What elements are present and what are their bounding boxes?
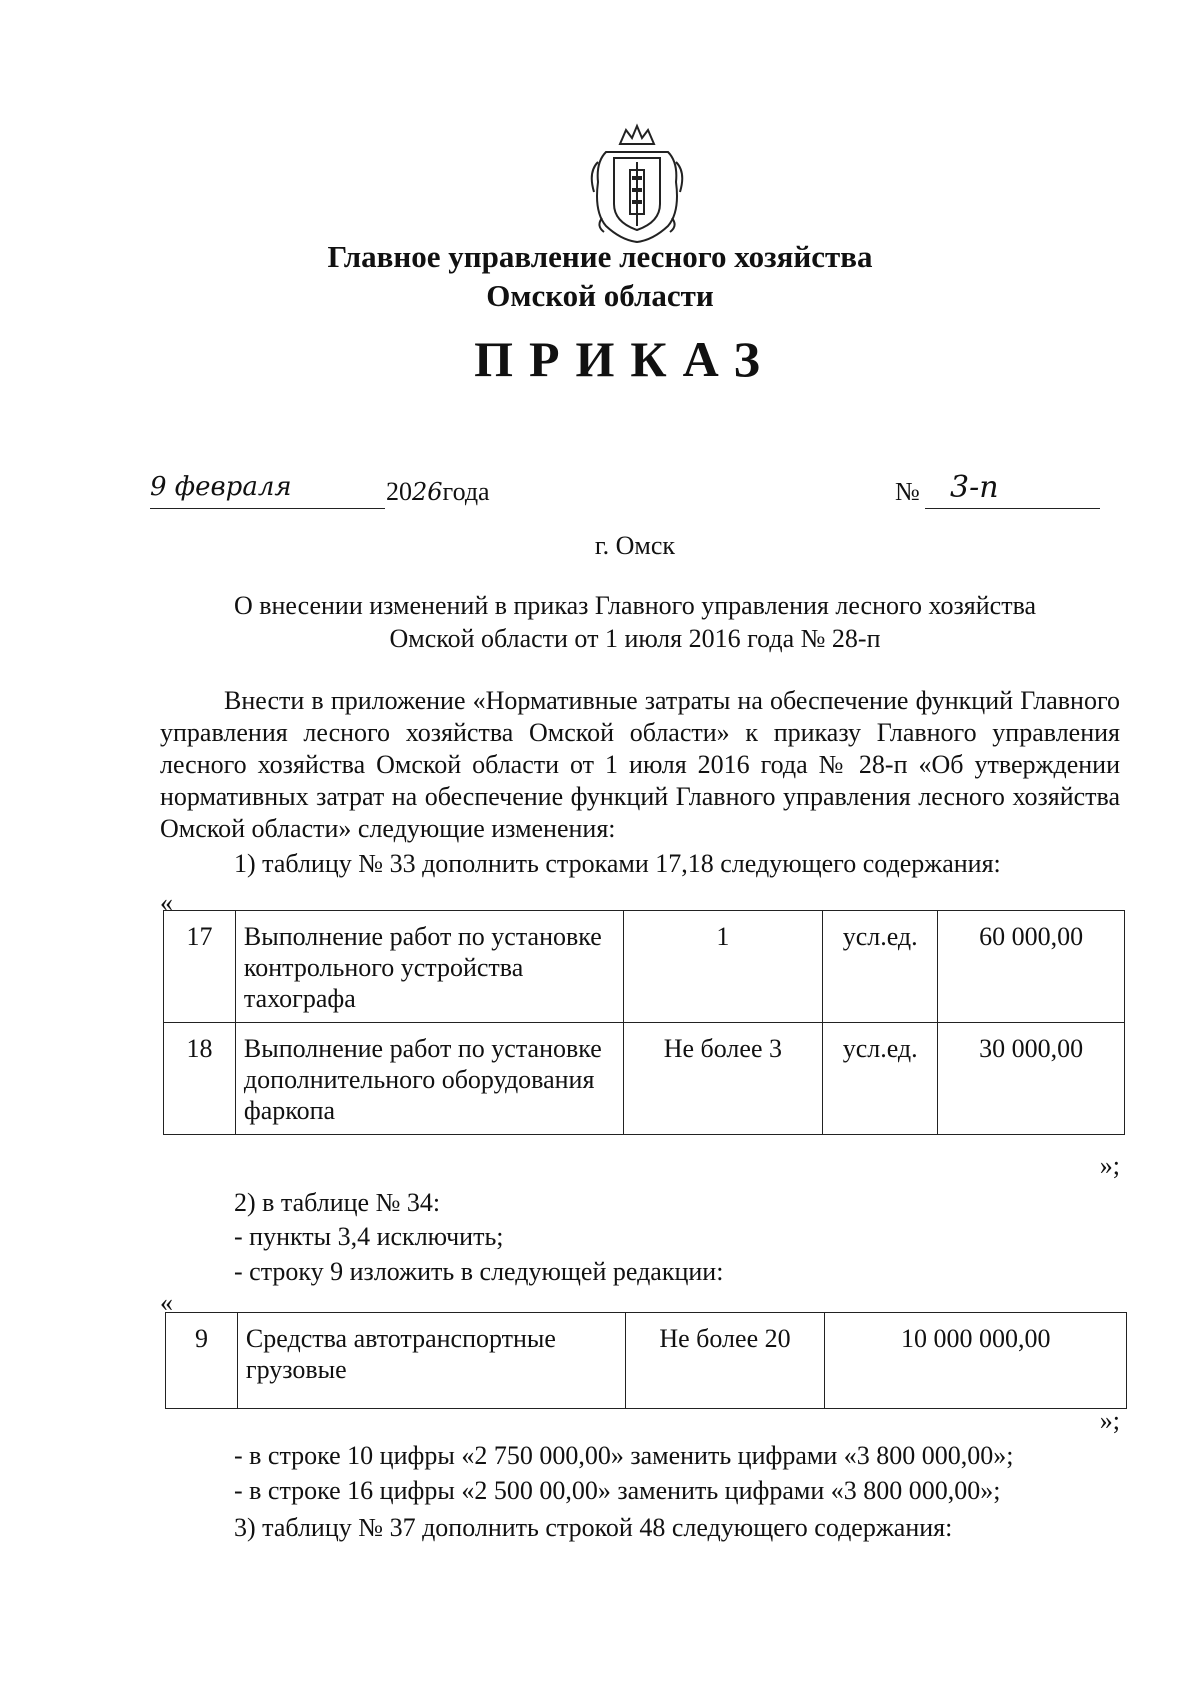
item-2-d: - в строке 16 цифры «2 500 00,00» заменить цифрами «3 800 000,00»;	[234, 1476, 1001, 1505]
table-row	[164, 1023, 1125, 1135]
org-name-line2: Омской области	[486, 278, 714, 313]
number-label: №	[895, 477, 920, 506]
item-2: 2) в таблице № 34:	[234, 1188, 441, 1217]
open-quote-1: «	[160, 888, 173, 917]
item-2-b: - строку 9 изложить в следующей редакции:	[234, 1257, 724, 1286]
row-unit: усл.ед.	[823, 1023, 938, 1135]
city: г. Омск	[594, 531, 676, 560]
close-quote-1: »;	[1099, 1151, 1120, 1180]
row-name: Выполнение работ по установке контрольного устройства тахографа	[235, 911, 623, 1023]
row-unit: усл.ед.	[823, 911, 938, 1023]
row-number: 17	[164, 911, 236, 1023]
table-row	[164, 911, 1125, 1023]
date-handwritten: 9 февраля	[150, 472, 292, 502]
document-title: ПРИКАЗ	[474, 331, 776, 387]
year-suffix: года	[442, 477, 490, 506]
row-price: 10 000 000,00	[825, 1313, 1127, 1409]
row-quantity: Не более 20	[625, 1313, 825, 1409]
number-handwritten: 3-п	[950, 470, 999, 505]
item-2-c: - в строке 10 цифры «2 750 000,00» заменить цифрами «3 800 000,00»;	[234, 1441, 1014, 1470]
close-quote-2: »;	[1099, 1406, 1120, 1435]
row-quantity: Не более 3	[623, 1023, 823, 1135]
row-price: 60 000,00	[938, 911, 1125, 1023]
row-number: 9	[166, 1313, 238, 1409]
subject-line2: Омской области от 1 июля 2016 года № 28-п	[389, 624, 881, 653]
item-2-a: - пункты 3,4 исключить;	[234, 1222, 504, 1251]
row-quantity: 1	[623, 911, 823, 1023]
year-handwritten: 26	[412, 478, 443, 506]
org-name-line1: Главное управление лесного хозяйства	[327, 239, 873, 274]
year-printed	[386, 476, 490, 508]
year-prefix: 20	[386, 477, 412, 506]
row-name: Выполнение работ по установке дополнительного оборудования фаркопа	[235, 1023, 623, 1135]
row-name: Средства автотранспортные грузовые	[237, 1313, 625, 1409]
item-3: 3) таблицу № 37 дополнить строкой 48 следующего содержания:	[234, 1513, 953, 1542]
table-row	[166, 1313, 1127, 1409]
open-quote-2: «	[160, 1288, 173, 1317]
item-1: 1) таблицу № 33 дополнить строками 17,18 следующего содержания:	[234, 849, 1001, 878]
row-price: 30 000,00	[938, 1023, 1125, 1135]
table-34-row	[165, 1312, 1127, 1409]
row-number: 18	[164, 1023, 236, 1135]
subject-line1: О внесении изменений в приказ Главного управления лесного хозяйства	[233, 591, 1037, 620]
coat-of-arms-icon	[576, 122, 698, 246]
table-33-rows	[163, 910, 1125, 1135]
intro-paragraph: Внести в приложение «Нормативные затраты на обеспечение функций Главного управления лесного хозяйства Омской области» к приказу Главного управления лесного хозяйства Омской области от 1 июля 2016 года № 28-п «Об утверждении нормативных затрат на обеспечение функций Главного управления лесного хозяйства Омской области» следующие изменения:	[160, 686, 1120, 843]
